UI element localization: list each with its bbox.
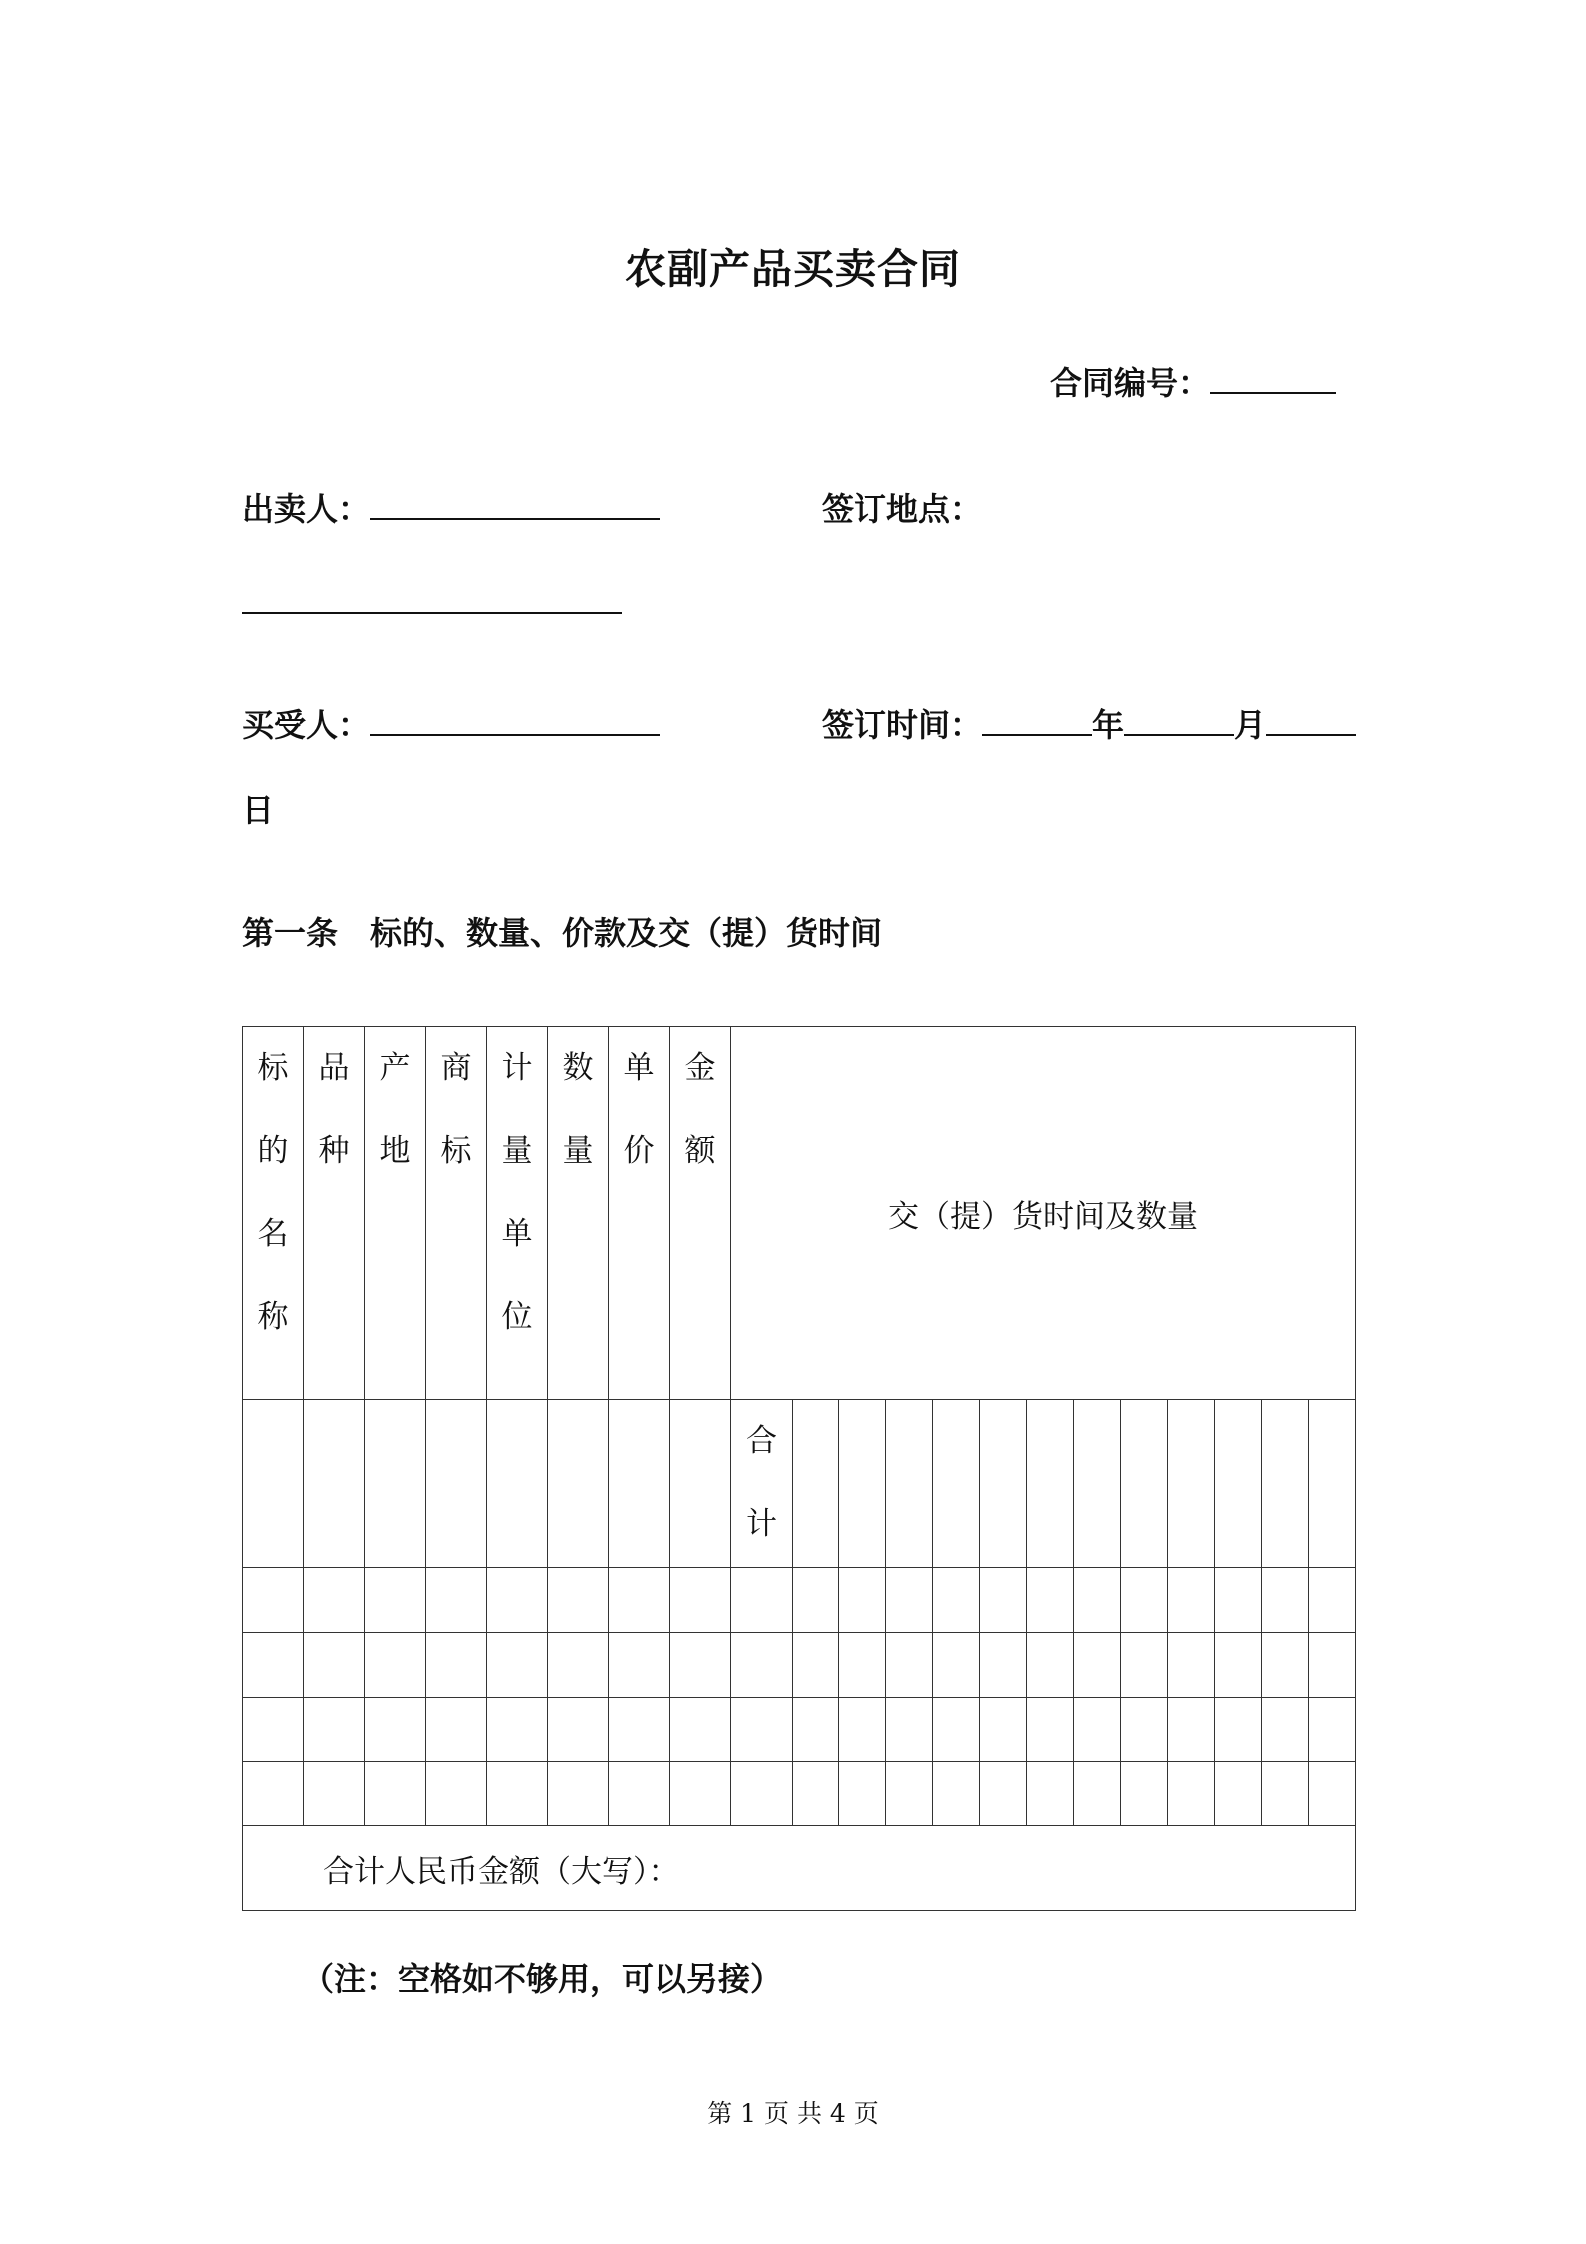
table-cell[interactable] [1309,1633,1356,1698]
table-cell[interactable] [1309,1400,1356,1568]
table-cell[interactable] [365,1762,426,1826]
year-blank[interactable] [982,702,1092,736]
table-cell[interactable] [243,1762,304,1826]
table-cell[interactable] [839,1400,886,1568]
table-cell[interactable] [1168,1400,1215,1568]
buyer-line [242,700,660,746]
month-blank[interactable] [1124,702,1234,736]
header-unit: 计量单位 [487,1027,548,1400]
table-cell[interactable] [933,1698,980,1762]
buyer-blank[interactable] [370,702,660,736]
table-cell[interactable] [839,1633,886,1698]
seller-blank[interactable] [370,486,660,520]
table-cell[interactable] [1121,1698,1168,1762]
table-cell[interactable] [1215,1762,1262,1826]
table-cell[interactable] [609,1633,670,1698]
table-cell[interactable] [487,1698,548,1762]
month-label: 月 [1234,706,1267,744]
table-cell[interactable] [1074,1400,1121,1568]
table-cell[interactable] [793,1400,839,1568]
table-cell[interactable] [980,1698,1027,1762]
table-cell[interactable] [886,1762,933,1826]
sign-place-label: 签订地点： [822,490,983,528]
table-cell[interactable] [793,1633,839,1698]
day-blank[interactable] [1266,702,1356,736]
seller-line [242,484,660,530]
table-cell[interactable] [365,1400,426,1568]
table-row [243,1568,1356,1633]
sign-time-label: 签订时间： [822,706,983,744]
table-cell[interactable] [933,1400,980,1568]
table-cell[interactable] [1309,1568,1356,1633]
total-column-label: 合计 [731,1400,793,1568]
goods-table [242,1026,1356,1911]
table-cell[interactable] [1074,1568,1121,1633]
table-cell[interactable] [1309,1762,1356,1826]
table-cell[interactable] [933,1762,980,1826]
table-cell[interactable] [839,1698,886,1762]
table-cell[interactable] [365,1633,426,1698]
table-cell[interactable] [1168,1698,1215,1762]
table-cell[interactable] [548,1568,609,1633]
table-cell[interactable] [839,1568,886,1633]
table-cell[interactable] [1168,1568,1215,1633]
table-header-row [243,1027,1356,1400]
header-subject-name: 标的名称 [243,1027,304,1400]
table-cell[interactable] [1121,1762,1168,1826]
table-cell[interactable] [793,1762,839,1826]
table-cell[interactable] [243,1698,304,1762]
page-footer: 第 1 页 共 4 页 [707,2099,879,2128]
table-cell[interactable] [304,1762,365,1826]
table-cell[interactable] [1168,1762,1215,1826]
table-row [243,1633,1356,1698]
table-row [243,1698,1356,1762]
header-amount: 金额 [670,1027,731,1400]
seller-label: 出卖人： [242,490,371,528]
table-row [243,1762,1356,1826]
table-cell[interactable] [980,1400,1027,1568]
document-title: 农副产品买卖合同 [625,245,961,293]
table-cell[interactable] [670,1568,731,1633]
table-cell[interactable] [1121,1400,1168,1568]
table-cell[interactable] [670,1633,731,1698]
table-cell[interactable] [487,1762,548,1826]
table-cell[interactable] [886,1633,933,1698]
table-cell[interactable] [1262,1568,1309,1633]
header-origin: 产地 [365,1027,426,1400]
table-cell[interactable] [548,1400,609,1568]
table-cell[interactable] [980,1568,1027,1633]
table-cell[interactable] [980,1633,1027,1698]
sign-place-line [242,580,622,622]
year-label: 年 [1092,706,1125,744]
table-cell[interactable] [548,1762,609,1826]
table-cell[interactable] [609,1698,670,1762]
table-cell[interactable] [1262,1698,1309,1762]
header-delivery-time-quantity: 交（提）货时间及数量 [731,1027,1356,1400]
table-cell[interactable] [670,1762,731,1826]
table-cell[interactable] [1027,1633,1074,1698]
table-cell[interactable] [548,1698,609,1762]
table-cell[interactable] [243,1400,304,1568]
table-cell[interactable] [1027,1568,1074,1633]
table-cell[interactable] [980,1762,1027,1826]
table-cell[interactable] [933,1568,980,1633]
table-cell[interactable] [304,1568,365,1633]
table-cell[interactable] [886,1698,933,1762]
total-amount-label[interactable]: 合计人民币金额（大写）： [243,1826,1356,1911]
sign-time-line [822,700,1356,746]
table-cell[interactable] [1309,1698,1356,1762]
table-cell[interactable] [1074,1762,1121,1826]
table-cell[interactable] [426,1400,487,1568]
header-unit-price: 单价 [609,1027,670,1400]
table-cell[interactable] [1074,1698,1121,1762]
article-1-heading: 第一条 标的、数量、价款及交（提）货时间 [242,914,883,952]
contract-number-label: 合同编号： [1050,364,1211,402]
total-amount-row [243,1826,1356,1911]
table-cell[interactable] [1121,1633,1168,1698]
table-cell[interactable] [731,1568,793,1633]
header-quantity: 数量 [548,1027,609,1400]
table-cell[interactable] [304,1633,365,1698]
contract-number-line [1050,358,1336,404]
table-cell[interactable] [1215,1698,1262,1762]
table-note: （注：空格如不够用，可以另接） [302,1960,783,1998]
day-label: 日 [242,791,275,829]
sign-place-blank[interactable] [242,580,622,614]
table-row [243,1400,1356,1568]
table-cell[interactable] [839,1762,886,1826]
header-variety: 品种 [304,1027,365,1400]
table-cell[interactable] [243,1568,304,1633]
table-cell[interactable] [1121,1568,1168,1633]
table-cell[interactable] [670,1698,731,1762]
table-cell[interactable] [426,1633,487,1698]
buyer-label: 买受人： [242,706,371,744]
table-cell[interactable] [1027,1698,1074,1762]
table-cell[interactable] [365,1568,426,1633]
table-cell[interactable] [1027,1762,1074,1826]
table-cell[interactable] [793,1568,839,1633]
table-cell[interactable] [609,1400,670,1568]
table-cell[interactable] [1074,1633,1121,1698]
table-cell[interactable] [426,1762,487,1826]
table-cell[interactable] [609,1762,670,1826]
table-cell[interactable] [1262,1400,1309,1568]
table-cell[interactable] [933,1633,980,1698]
table-cell[interactable] [1215,1633,1262,1698]
contract-number-blank[interactable] [1210,360,1336,394]
table-cell[interactable] [1262,1762,1309,1826]
table-cell[interactable] [548,1633,609,1698]
table-cell[interactable] [886,1568,933,1633]
table-cell[interactable] [426,1568,487,1633]
header-trademark: 商标 [426,1027,487,1400]
table-cell[interactable] [731,1698,793,1762]
table-cell[interactable] [731,1633,793,1698]
table-cell[interactable] [365,1698,426,1762]
table-cell[interactable] [1215,1568,1262,1633]
table-cell[interactable] [670,1400,731,1568]
table-cell[interactable] [1262,1633,1309,1698]
table-cell[interactable] [487,1400,548,1568]
table-cell[interactable] [243,1633,304,1698]
table-cell[interactable] [1168,1633,1215,1698]
table-cell[interactable] [1027,1400,1074,1568]
table-cell[interactable] [886,1400,933,1568]
table-cell[interactable] [1215,1400,1262,1568]
table-cell[interactable] [304,1400,365,1568]
table-cell[interactable] [609,1568,670,1633]
table-cell[interactable] [426,1698,487,1762]
table-cell[interactable] [793,1698,839,1762]
table-cell[interactable] [731,1762,793,1826]
table-cell[interactable] [487,1568,548,1633]
table-cell[interactable] [487,1633,548,1698]
table-cell[interactable] [304,1698,365,1762]
